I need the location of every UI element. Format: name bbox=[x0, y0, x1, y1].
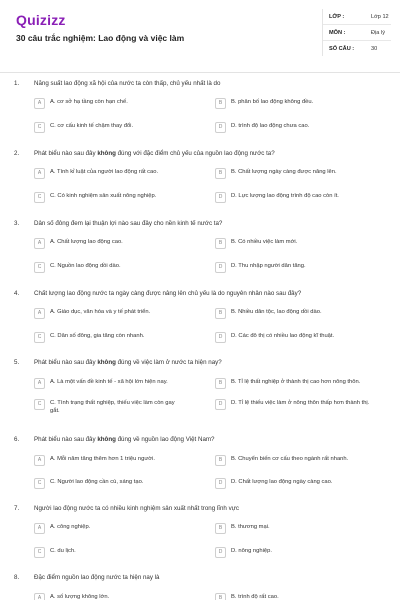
option-text: A. Tính kỉ luật của người lao động rất cao. bbox=[50, 169, 159, 175]
option-text: B. Nhiều dân tộc, lao động dồi dào. bbox=[231, 309, 322, 315]
question-text bbox=[34, 359, 384, 367]
question-text-part: đúng về việc làm ở nước ta hiện nay? bbox=[115, 359, 222, 366]
option-letter-badge: D bbox=[215, 399, 226, 410]
option-letter-badge: D bbox=[215, 332, 226, 343]
option-text: C. Dân số đông, gia tăng còn nhanh. bbox=[50, 333, 145, 339]
option-text: B. phân bố lao động không đều. bbox=[231, 99, 314, 105]
option-text: C. cơ cấu kinh tế chậm thay đổi. bbox=[50, 123, 134, 129]
option-c[interactable] bbox=[34, 263, 185, 273]
option-letter-badge: B bbox=[215, 455, 226, 466]
question-text-part: Đặc điểm nguồn lao động nước ta hiện nay là bbox=[34, 574, 160, 581]
option-letter-badge: C bbox=[34, 399, 45, 410]
option-d[interactable] bbox=[215, 193, 366, 203]
option-letter-badge: A bbox=[34, 593, 45, 600]
option-letter-badge: A bbox=[34, 455, 45, 466]
option-letter-badge: C bbox=[34, 547, 45, 558]
question-text-part: Phát biểu nào sau đây bbox=[34, 150, 98, 157]
option-b[interactable] bbox=[215, 239, 366, 249]
option-letter-badge: A bbox=[34, 308, 45, 319]
question-text-part: Năng suất lao động xã hội của nước ta còn thấp, chủ yếu nhất là do bbox=[34, 80, 221, 87]
option-text: A. Giáo dục, văn hóa và y tế phát triển. bbox=[50, 309, 151, 315]
question-text-part: đúng về nguồn lao động Việt Nam? bbox=[115, 436, 215, 443]
option-text: B. Có nhiều việc làm mới. bbox=[231, 239, 298, 245]
option-text: A. cơ sở hạ tầng còn hạn chế. bbox=[50, 99, 128, 105]
option-text: C. Nguồn lao động dồi dào. bbox=[50, 263, 121, 269]
question-text-part: Phát biểu nào sau đây bbox=[34, 359, 98, 366]
option-a[interactable] bbox=[34, 594, 185, 600]
option-text: C. Người lao động cần cù, sáng tạo. bbox=[50, 479, 144, 485]
option-letter-badge: B bbox=[215, 593, 226, 600]
question-text-part: Phát biểu nào sau đây bbox=[34, 436, 98, 443]
option-letter-badge: C bbox=[34, 192, 45, 203]
option-text: B. thương mại. bbox=[231, 524, 270, 530]
question-text bbox=[34, 574, 384, 582]
option-d[interactable] bbox=[215, 123, 366, 133]
meta-row-class bbox=[323, 9, 391, 25]
option-letter-badge: B bbox=[215, 378, 226, 389]
option-text: D. Thu nhập người dân tăng. bbox=[231, 263, 306, 269]
meta-row-count bbox=[323, 41, 391, 56]
option-text: A. Mỗi năm tăng thêm hơn 1 triệu người. bbox=[50, 456, 155, 462]
question-emphasis: không bbox=[97, 150, 116, 157]
option-a[interactable] bbox=[34, 309, 185, 319]
option-text: C. Có kinh nghiệm sản xuất nông nghiệp. bbox=[50, 193, 157, 199]
question-number: 1. bbox=[14, 80, 20, 87]
option-text: B. Chất lượng ngày càng được nâng lên. bbox=[231, 169, 337, 175]
option-d[interactable] bbox=[215, 333, 366, 343]
question-text bbox=[34, 150, 384, 158]
option-text: D. nông nghiệp. bbox=[231, 548, 272, 554]
quizizz-logo: Quizizz bbox=[16, 12, 66, 28]
meta-value: Địa lý bbox=[371, 29, 385, 36]
question-text-part: đúng với đặc điểm chủ yếu của nguồn lao động nước ta? bbox=[115, 150, 275, 157]
question-text bbox=[34, 80, 384, 88]
question-text-part: Người lao động nước ta có nhiều kinh nghiệm sản xuất nhất trong lĩnh vực bbox=[34, 505, 239, 512]
option-a[interactable] bbox=[34, 456, 185, 466]
meta-label: LỚP : bbox=[329, 13, 345, 20]
option-b[interactable] bbox=[215, 99, 366, 109]
question-emphasis: không bbox=[97, 359, 116, 366]
question-number: 7. bbox=[14, 505, 20, 512]
option-b[interactable] bbox=[215, 169, 366, 179]
option-letter-badge: C bbox=[34, 478, 45, 489]
option-c[interactable] bbox=[34, 193, 185, 203]
option-letter-badge: D bbox=[215, 262, 226, 273]
option-c[interactable] bbox=[34, 333, 185, 343]
meta-label: MÔN : bbox=[329, 29, 346, 36]
option-letter-badge: C bbox=[34, 262, 45, 273]
question-number: 3. bbox=[14, 220, 20, 227]
option-c[interactable] bbox=[34, 479, 185, 489]
question-text-part: Dân số đông đem lại thuận lợi nào sau đây cho nền kinh tế nước ta? bbox=[34, 220, 223, 227]
meta-table bbox=[322, 9, 391, 56]
option-letter-badge: B bbox=[215, 168, 226, 179]
meta-row-subject bbox=[323, 25, 391, 41]
option-text: A. Là một vấn đề kinh tế - xã hội lớn hiện nay. bbox=[50, 379, 168, 385]
question-number: 6. bbox=[14, 436, 20, 443]
question-text-part: Chất lượng lao động nước ta ngày càng được nâng lên chủ yếu là do nguyên nhân nào sau đây? bbox=[34, 290, 302, 297]
option-letter-badge: B bbox=[215, 98, 226, 109]
worksheet-title: 30 câu trắc nghiệm: Lao động và việc làm bbox=[16, 33, 185, 43]
question-text bbox=[34, 505, 384, 513]
option-text: D. Lực lượng lao động trình độ cao còn ít. bbox=[231, 193, 339, 199]
option-b[interactable] bbox=[215, 379, 381, 389]
option-text: D. Tỉ lệ thiếu việc làm ở nông thôn thấp hơn thành thị. bbox=[231, 400, 370, 406]
question-emphasis: không bbox=[97, 436, 116, 443]
meta-value: Lớp 12 bbox=[371, 13, 389, 20]
option-text: C. du lịch. bbox=[50, 548, 76, 554]
option-letter-badge: D bbox=[215, 122, 226, 133]
question-number: 5. bbox=[14, 359, 20, 366]
option-b[interactable] bbox=[215, 594, 366, 600]
option-a[interactable] bbox=[34, 169, 185, 179]
option-letter-badge: A bbox=[34, 98, 45, 109]
question-text bbox=[34, 220, 384, 228]
option-letter-badge: D bbox=[215, 547, 226, 558]
option-c[interactable] bbox=[34, 400, 178, 415]
option-letter-badge: B bbox=[215, 308, 226, 319]
option-letter-badge: D bbox=[215, 478, 226, 489]
option-letter-badge: C bbox=[34, 332, 45, 343]
option-a[interactable] bbox=[34, 379, 185, 389]
question-number: 8. bbox=[14, 574, 20, 581]
question-text bbox=[34, 436, 384, 444]
option-b[interactable] bbox=[215, 309, 366, 319]
option-letter-badge: D bbox=[215, 192, 226, 203]
option-a[interactable] bbox=[34, 99, 185, 109]
question-text bbox=[34, 290, 384, 298]
option-d[interactable] bbox=[215, 479, 366, 489]
option-text: D. Các đô thị có nhiều lao động kĩ thuật. bbox=[231, 333, 335, 339]
option-letter-badge: C bbox=[34, 122, 45, 133]
option-b[interactable] bbox=[215, 456, 381, 466]
option-c[interactable] bbox=[34, 123, 185, 133]
worksheet-header bbox=[0, 0, 400, 73]
option-a[interactable] bbox=[34, 524, 185, 534]
option-text: A. Chất lượng lao động cao. bbox=[50, 239, 123, 245]
option-letter-badge: A bbox=[34, 168, 45, 179]
option-letter-badge: B bbox=[215, 523, 226, 534]
option-text: B. trình độ rất cao. bbox=[231, 594, 279, 600]
option-letter-badge: B bbox=[215, 238, 226, 249]
option-text: A. công nghiệp. bbox=[50, 524, 91, 530]
option-text: D. Chất lượng lao động ngày càng cao. bbox=[231, 479, 333, 485]
option-text: A. số lượng không lớn. bbox=[50, 594, 110, 600]
question-number: 2. bbox=[14, 150, 20, 157]
option-d[interactable] bbox=[215, 400, 381, 410]
option-c[interactable] bbox=[34, 548, 185, 558]
option-text: D. trình độ lao động chưa cao. bbox=[231, 123, 310, 129]
option-letter-badge: A bbox=[34, 523, 45, 534]
option-text: B. Tỉ lệ thất nghiệp ở thành thị cao hơn nông thôn. bbox=[231, 379, 361, 385]
option-text: C. Tình trạng thất nghiệp, thiếu việc làm còn gay gắt. bbox=[50, 400, 175, 414]
option-text: B. Chuyển biến cơ cấu theo ngành rất nhanh. bbox=[231, 456, 349, 462]
option-a[interactable] bbox=[34, 239, 185, 249]
option-letter-badge: A bbox=[34, 238, 45, 249]
question-number: 4. bbox=[14, 290, 20, 297]
option-d[interactable] bbox=[215, 548, 366, 558]
option-d[interactable] bbox=[215, 263, 366, 273]
meta-label: SỐ CÂU : bbox=[329, 45, 355, 52]
option-letter-badge: A bbox=[34, 378, 45, 389]
meta-value: 30 bbox=[371, 45, 378, 52]
option-b[interactable] bbox=[215, 524, 366, 534]
